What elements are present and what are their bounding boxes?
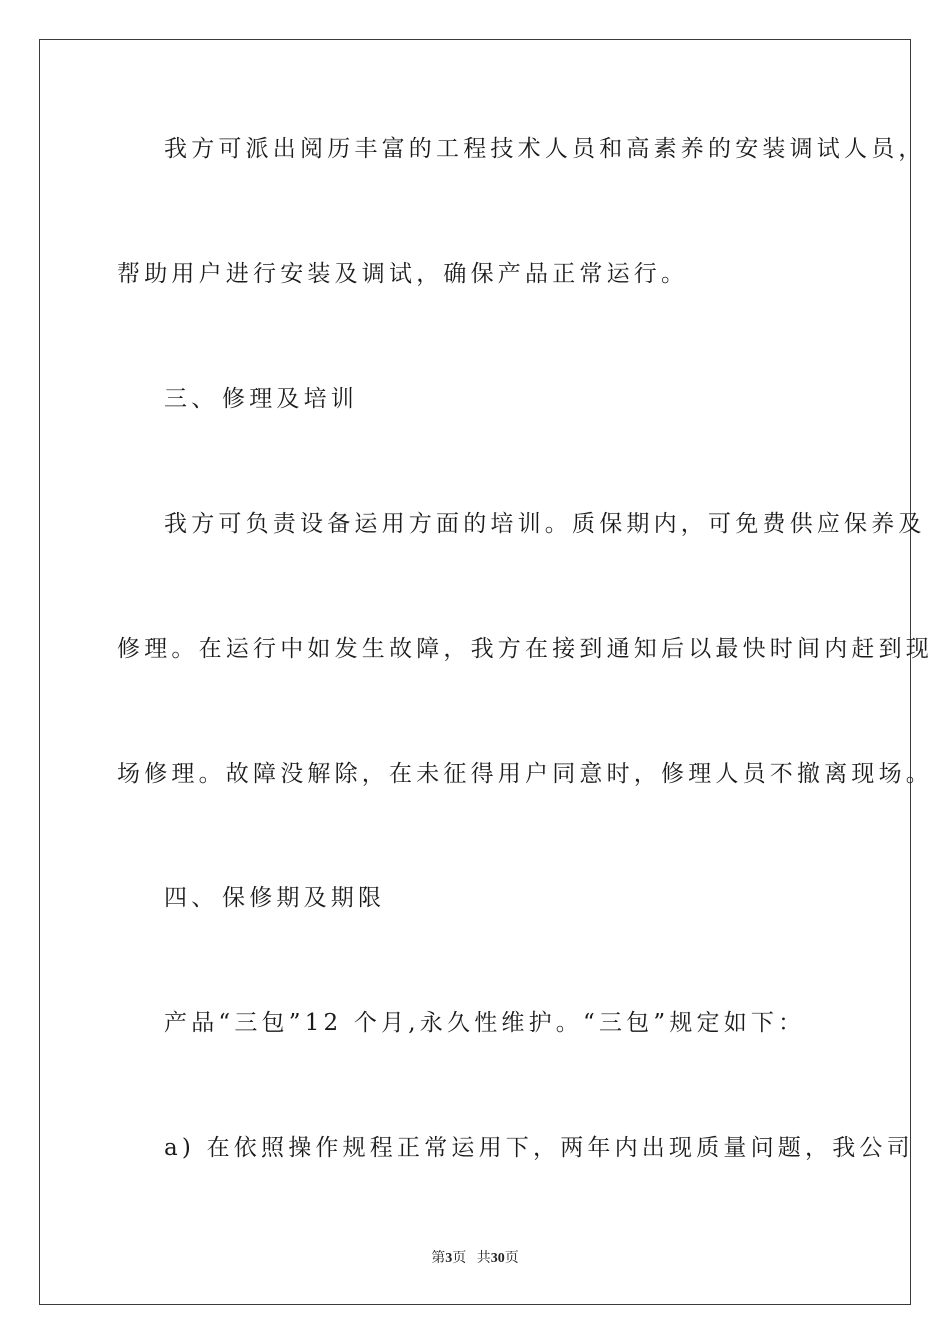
paragraph-line: 我方可负责设备运用方面的培训。质保期内，可免费供应保养及	[164, 511, 926, 537]
paragraph-line: 场修理。故障没解除，在未征得用户同意时，修理人员不撤离现场。	[117, 761, 933, 787]
paragraph-line: 修理。在运行中如发生故障，我方在接到通知后以最快时间内赶到现	[117, 636, 933, 662]
total-pages: 30	[490, 1251, 505, 1266]
footer-text: 页	[504, 1251, 519, 1266]
page-footer	[0, 1247, 950, 1267]
section-number: 四、	[164, 885, 219, 911]
paragraph-line: 帮助用户进行安装及调试，确保产品正常运行。	[117, 261, 689, 287]
footer-text: 页	[452, 1251, 467, 1266]
section-title: 修理及培训	[222, 386, 358, 412]
section-heading-3	[164, 384, 358, 414]
section-heading-4	[164, 883, 385, 913]
paragraph-line: 我方可派出阅历丰富的工程技术人员和高素养的安装调试人员，	[164, 136, 926, 162]
paragraph-line: a) 在依照操作规程正常运用下，两年内出现质量问题，我公司	[164, 1135, 914, 1161]
paragraph-line: 产品“三包”12 个月,永久性维护。“三包”规定如下：	[164, 1010, 806, 1036]
section-number: 三、	[164, 386, 219, 412]
footer-text: 第	[431, 1251, 446, 1266]
page-number: 3	[445, 1251, 453, 1266]
section-title: 保修期及期限	[222, 885, 386, 911]
page-border	[39, 39, 911, 1305]
footer-text: 共	[476, 1251, 491, 1266]
